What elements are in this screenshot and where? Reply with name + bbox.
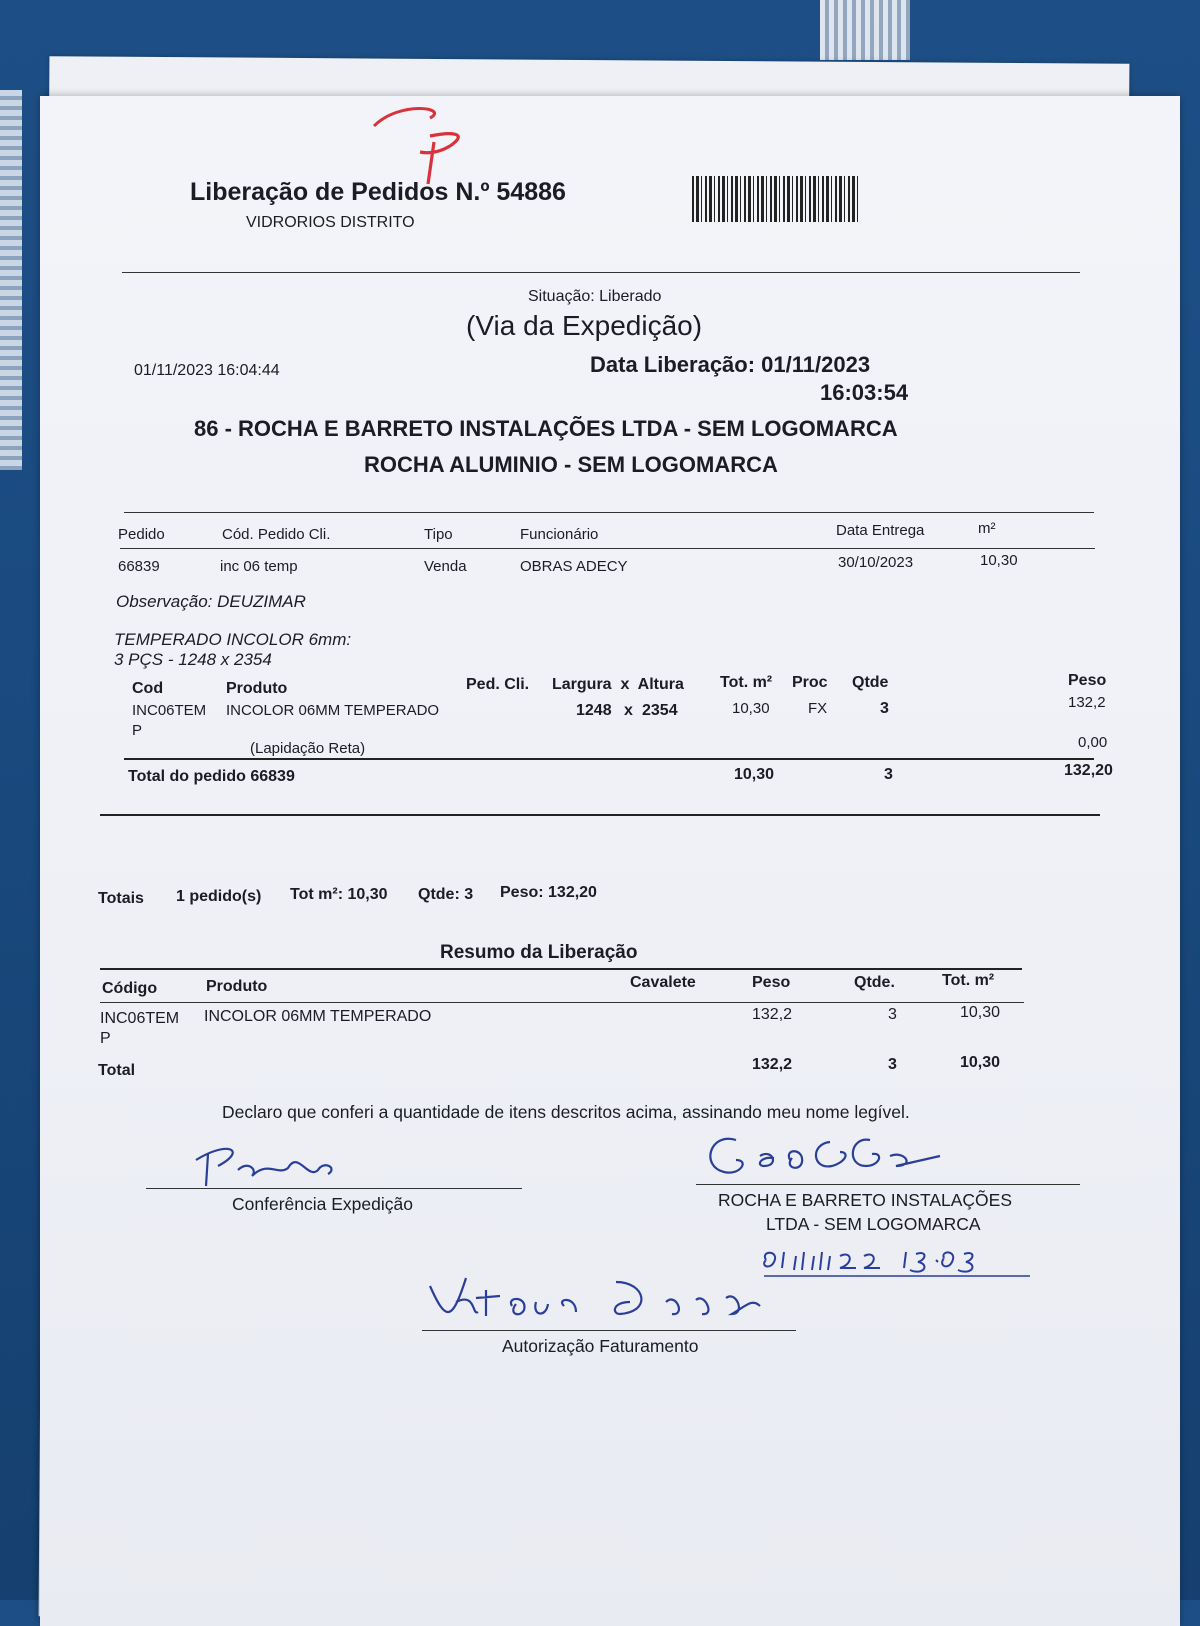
item-sub-peso: 0,00 (1078, 734, 1108, 751)
item-altura: 2354 (642, 702, 678, 719)
red-p-mark (370, 106, 510, 186)
col-tipo: Tipo (424, 526, 453, 543)
item-sub: (Lapidação Reta) (250, 740, 366, 757)
resumo-title: Resumo da Liberação (440, 942, 638, 963)
resumo-produto: INCOLOR 06MM TEMPERADO (204, 1008, 432, 1025)
resumo-cod-line2: P (100, 1030, 111, 1047)
totais-m2: Tot m²: 10,30 (290, 886, 388, 903)
signature-line (696, 1184, 1080, 1185)
handwritten-date (760, 1246, 1040, 1282)
col-tot-m2: Tot. m² (720, 674, 773, 691)
resumo-total-tot-m2: 10,30 (960, 1054, 1001, 1071)
total-pedido-label: Total do pedido 66839 (128, 768, 295, 785)
pedido-value: 66839 (118, 558, 160, 575)
total-pedido-m2: 10,30 (734, 766, 775, 783)
col-peso: Peso (1068, 672, 1107, 689)
totais-pedidos: 1 pedido(s) (176, 888, 262, 905)
resumo-col-produto: Produto (206, 978, 268, 995)
totais-qtde: Qtde: 3 (418, 886, 474, 903)
col-proc: Proc (792, 674, 828, 691)
item-qtde: 3 (880, 700, 889, 717)
resumo-col-qtde: Qtde. (854, 974, 895, 991)
resumo-cod-line1: INC06TEM (100, 1010, 180, 1027)
col-qtde: Qtde (852, 674, 889, 691)
item-proc: FX (808, 700, 828, 717)
item-cod-line2: P (132, 722, 143, 739)
totais-label: Totais (98, 890, 144, 907)
resumo-total-qtde: 3 (888, 1056, 897, 1073)
product-desc-line2: 3 PÇS - 1248 x 2354 (114, 650, 272, 669)
client-signature-label-line1: ROCHA E BARRETO INSTALAÇÕES (718, 1190, 1013, 1210)
data-liberacao: Data Liberação: 01/11/2023 (590, 352, 871, 377)
divider (124, 758, 1094, 760)
item-peso: 132,2 (1068, 694, 1106, 711)
tipo-value: Venda (424, 558, 467, 575)
page-title: Liberação de Pedidos N.º 54886 (190, 178, 566, 206)
item-tot-m2: 10,30 (732, 700, 770, 717)
resumo-peso: 132,2 (752, 1006, 793, 1023)
divider (100, 814, 1100, 816)
document-sheet (40, 96, 1180, 1626)
conferencia-label: Conferência Expedição (232, 1194, 413, 1214)
resumo-col-codigo: Código (102, 980, 158, 997)
signature-line (146, 1188, 522, 1189)
printed-timestamp: 01/11/2023 16:04:44 (134, 362, 280, 379)
resumo-qtde: 3 (888, 1006, 897, 1023)
signature-line (422, 1330, 796, 1331)
col-produto: Produto (226, 680, 288, 697)
situacao: Situação: Liberado (528, 288, 662, 305)
col-funcionario: Funcionário (520, 526, 599, 543)
signature-george (680, 1126, 960, 1186)
col-pedido: Pedido (118, 526, 165, 543)
client-line2: ROCHA ALUMINIO - SEM LOGOMARCA (364, 452, 778, 477)
signature-vitoria (416, 1272, 796, 1332)
item-cod-line1: INC06TEM (132, 702, 207, 719)
col-largura-altura: Largura x Altura (552, 676, 684, 693)
item-x: x (624, 702, 633, 719)
divider (100, 1002, 1024, 1003)
divider (120, 548, 1095, 549)
item-produto: INCOLOR 06MM TEMPERADO (226, 702, 440, 719)
client-signature-label-line2: LTDA - SEM LOGOMARCA (766, 1214, 981, 1234)
background-edge (0, 90, 22, 470)
resumo-tot-m2: 10,30 (960, 1004, 1001, 1021)
divider (124, 512, 1094, 513)
observacao: Observação: DEUZIMAR (116, 592, 306, 611)
col-m2: m² (978, 520, 996, 537)
signature-paulo (188, 1140, 368, 1190)
col-cod: Cod (132, 680, 164, 697)
col-data-entrega: Data Entrega (836, 522, 925, 539)
resumo-col-tot-m2: Tot. m² (942, 972, 995, 989)
barcode (692, 176, 858, 222)
col-cod-cli: Cód. Pedido Cli. (222, 526, 331, 543)
total-pedido-qtde: 3 (884, 766, 893, 783)
col-ped-cli: Ped. Cli. (466, 676, 530, 693)
total-pedido-peso: 132,20 (1064, 762, 1113, 779)
resumo-total-label: Total (98, 1062, 136, 1079)
data-entrega-value: 30/10/2023 (838, 554, 914, 571)
autorizacao-label: Autorização Faturamento (502, 1336, 699, 1356)
cod-cli-value: inc 06 temp (220, 558, 298, 575)
product-desc-line1: TEMPERADO INCOLOR 6mm: (114, 630, 352, 649)
resumo-total-peso: 132,2 (752, 1056, 793, 1073)
via-title: (Via da Expedição) (466, 310, 703, 341)
client-line1: 86 - ROCHA E BARRETO INSTALAÇÕES LTDA - SEM LOGOMARCA (194, 416, 898, 441)
divider (100, 968, 1022, 970)
company-name: VIDRORIOS DISTRITO (246, 214, 415, 231)
totais-peso: Peso: 132,20 (500, 884, 597, 901)
resumo-col-peso: Peso (752, 974, 791, 991)
m2-value: 10,30 (980, 552, 1018, 569)
divider (122, 272, 1080, 273)
background-glare (820, 0, 910, 60)
funcionario-value: OBRAS ADECY (520, 558, 628, 575)
resumo-col-cavalete: Cavalete (630, 974, 696, 991)
declaration-text: Declaro que conferi a quantidade de itens descritos acima, assinando meu nome legível. (222, 1102, 910, 1122)
item-largura: 1248 (576, 702, 612, 719)
hora-liberacao: 16:03:54 (820, 380, 909, 405)
